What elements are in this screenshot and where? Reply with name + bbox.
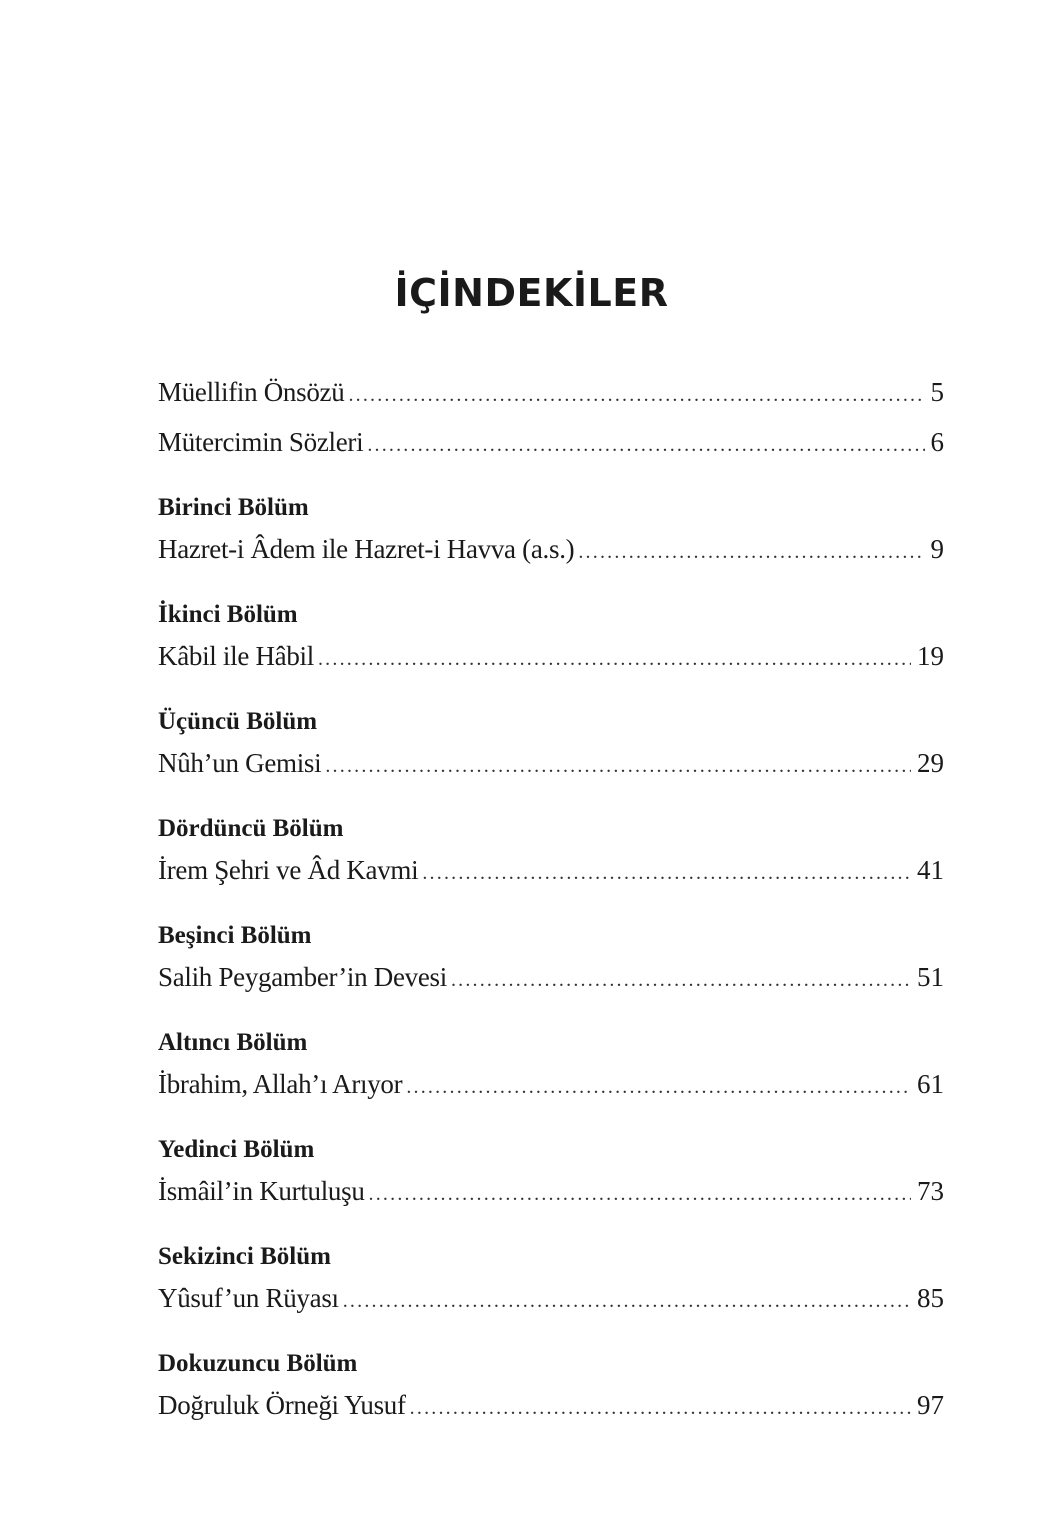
toc-entry-title: Yûsuf’un Rüyası <box>158 1283 339 1313</box>
dot-leader <box>578 532 924 572</box>
toc-entry-chapter-7[interactable] <box>158 1171 944 1211</box>
toc-entry-title: Hazret-i Âdem ile Hazret-i Havva (a.s.) <box>158 534 575 564</box>
chapter-heading: Yedinci Bölüm <box>158 1136 315 1163</box>
toc-entry-chapter-4[interactable] <box>158 850 944 890</box>
chapter-heading: Beşinci Bölüm <box>158 922 312 949</box>
toc-entry-title: Müellifin Önsözü <box>158 377 345 407</box>
chapter-heading: Sekizinci Bölüm <box>158 1243 331 1270</box>
chapter-heading: Dördüncü Bölüm <box>158 815 344 842</box>
dot-leader <box>343 1281 911 1321</box>
page-title: İÇİNDEKİLER <box>394 271 669 316</box>
toc-entry-page-number: 85 <box>917 1283 944 1313</box>
dot-leader <box>318 639 911 679</box>
toc-entry-title: İbrahim, Allah’ı Arıyor <box>158 1069 403 1099</box>
chapter-heading: Birinci Bölüm <box>158 494 309 521</box>
toc-entry-translators-words[interactable] <box>158 422 944 462</box>
toc-entry-title: Salih Peygamber’in Devesi <box>158 962 447 992</box>
toc-entry-page-number: 41 <box>917 855 944 885</box>
dot-leader <box>369 1174 911 1214</box>
toc-entry-title: Mütercimin Sözleri <box>158 427 364 457</box>
toc-entry-page-number: 73 <box>917 1176 944 1206</box>
dot-leader <box>406 1067 911 1107</box>
dot-leader <box>367 425 924 465</box>
toc-entry-page-number: 5 <box>930 377 944 407</box>
toc-entry-page-number: 51 <box>917 962 944 992</box>
toc-entry-page-number: 29 <box>917 748 944 778</box>
toc-entry-title: Doğruluk Örneği Yusuf <box>158 1390 406 1420</box>
toc-entry-page-number: 61 <box>917 1069 944 1099</box>
toc-entry-chapter-3[interactable] <box>158 743 944 783</box>
dot-leader <box>325 746 911 786</box>
dot-leader <box>422 853 911 893</box>
toc-entry-chapter-8[interactable] <box>158 1278 944 1318</box>
toc-entry-chapter-6[interactable] <box>158 1064 944 1104</box>
chapter-heading: Üçüncü Bölüm <box>158 708 318 735</box>
chapter-heading: Dokuzuncu Bölüm <box>158 1350 358 1377</box>
chapter-heading: Altıncı Bölüm <box>158 1029 308 1056</box>
toc-entry-page-number: 19 <box>917 641 944 671</box>
toc-entry-chapter-5[interactable] <box>158 957 944 997</box>
toc-entry-chapter-1[interactable] <box>158 529 944 569</box>
dot-leader <box>348 375 924 415</box>
toc-entry-chapter-9[interactable] <box>158 1385 944 1425</box>
toc-entry-title: İrem Şehri ve Âd Kavmi <box>158 855 419 885</box>
toc-entry-title: Nûh’un Gemisi <box>158 748 322 778</box>
toc-entry-page-number: 9 <box>930 534 944 564</box>
toc-entry-authors-preface[interactable] <box>158 372 944 412</box>
dot-leader <box>410 1388 911 1428</box>
toc-entry-page-number: 97 <box>917 1390 944 1420</box>
chapter-heading: İkinci Bölüm <box>158 601 298 628</box>
toc-entry-title: Kâbil ile Hâbil <box>158 641 314 671</box>
dot-leader <box>451 960 911 1000</box>
toc-entry-page-number: 6 <box>930 427 944 457</box>
toc-entry-title: İsmâil’in Kurtuluşu <box>158 1176 365 1206</box>
toc-entry-chapter-2[interactable] <box>158 636 944 676</box>
